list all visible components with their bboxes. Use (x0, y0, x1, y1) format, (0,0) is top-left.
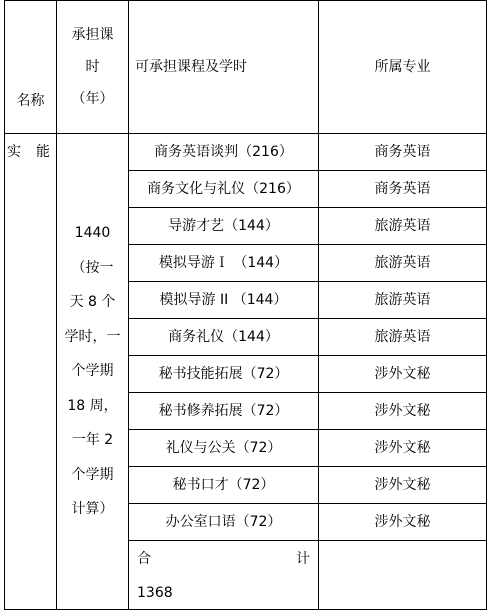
course-cell: 模拟导游Ｉ （144） (129, 245, 319, 282)
major-cell: 涉外文秘 (319, 467, 487, 504)
table-row (5, 134, 487, 171)
course-cell: 导游才艺（144） (129, 208, 319, 245)
header-major-cell (319, 1, 487, 134)
major-cell: 旅游英语 (319, 245, 487, 282)
major-cell: 旅游英语 (319, 208, 487, 245)
total-cell (129, 541, 319, 610)
course-cell: 商务文化与礼仪（216） (129, 171, 319, 208)
header-name-cell (5, 1, 57, 134)
header-name: 名称 (16, 93, 45, 109)
course-cell: 模拟导游 II （144） (129, 282, 319, 319)
total-label-left: 合 (137, 551, 151, 567)
header-hours-line2: 时 (85, 59, 100, 75)
course-cell: 秘书口才（72） (129, 467, 319, 504)
total-label-right: 计 (296, 551, 310, 567)
header-hours-line3: （年） (71, 91, 114, 107)
total-major-cell (319, 541, 487, 610)
item-name-left: 实 (7, 144, 21, 160)
major-cell: 旅游英语 (319, 319, 487, 356)
header-courses: 可承担课程及学时 (135, 59, 247, 75)
total-value: 1368 (137, 585, 173, 601)
course-cell: 秘书技能拓展（72） (129, 356, 319, 393)
hours-line: （按一 (71, 259, 114, 276)
major-cell: 商务英语 (319, 171, 487, 208)
major-cell: 涉外文秘 (319, 430, 487, 467)
hours-cell (57, 134, 129, 610)
item-name-cell (5, 134, 57, 610)
course-cell: 秘书修养拓展（72） (129, 393, 319, 430)
hours-line: 18 周， (67, 397, 118, 414)
header-hours-cell (57, 1, 129, 134)
hours-line: 一年 2 (71, 432, 114, 449)
course-cell: 礼仪与公关（72） (129, 430, 319, 467)
header-row (5, 1, 487, 134)
header-major: 所属专业 (374, 59, 431, 75)
major-cell: 旅游英语 (319, 282, 487, 319)
course-cell: 商务礼仪（144） (129, 319, 319, 356)
major-cell: 涉外文秘 (319, 393, 487, 430)
course-table (4, 0, 487, 610)
hours-line: 个学期 (71, 363, 114, 380)
hours-line: 天 8 个 (69, 294, 116, 311)
major-cell: 涉外文秘 (319, 356, 487, 393)
major-cell: 涉外文秘 (319, 504, 487, 541)
header-hours-line1: 承担课 (71, 27, 114, 43)
hours-line: 学时，一 (64, 328, 121, 345)
header-courses-cell (129, 1, 319, 134)
item-name-right: 能 (36, 144, 50, 160)
hours-line: 计算） (71, 501, 114, 518)
hours-line: 1440 (74, 225, 111, 242)
major-cell: 商务英语 (319, 134, 487, 171)
hours-line: 个学期 (71, 466, 114, 483)
course-cell: 商务英语谈判（216） (129, 134, 319, 171)
course-cell: 办公室口语（72） (129, 504, 319, 541)
